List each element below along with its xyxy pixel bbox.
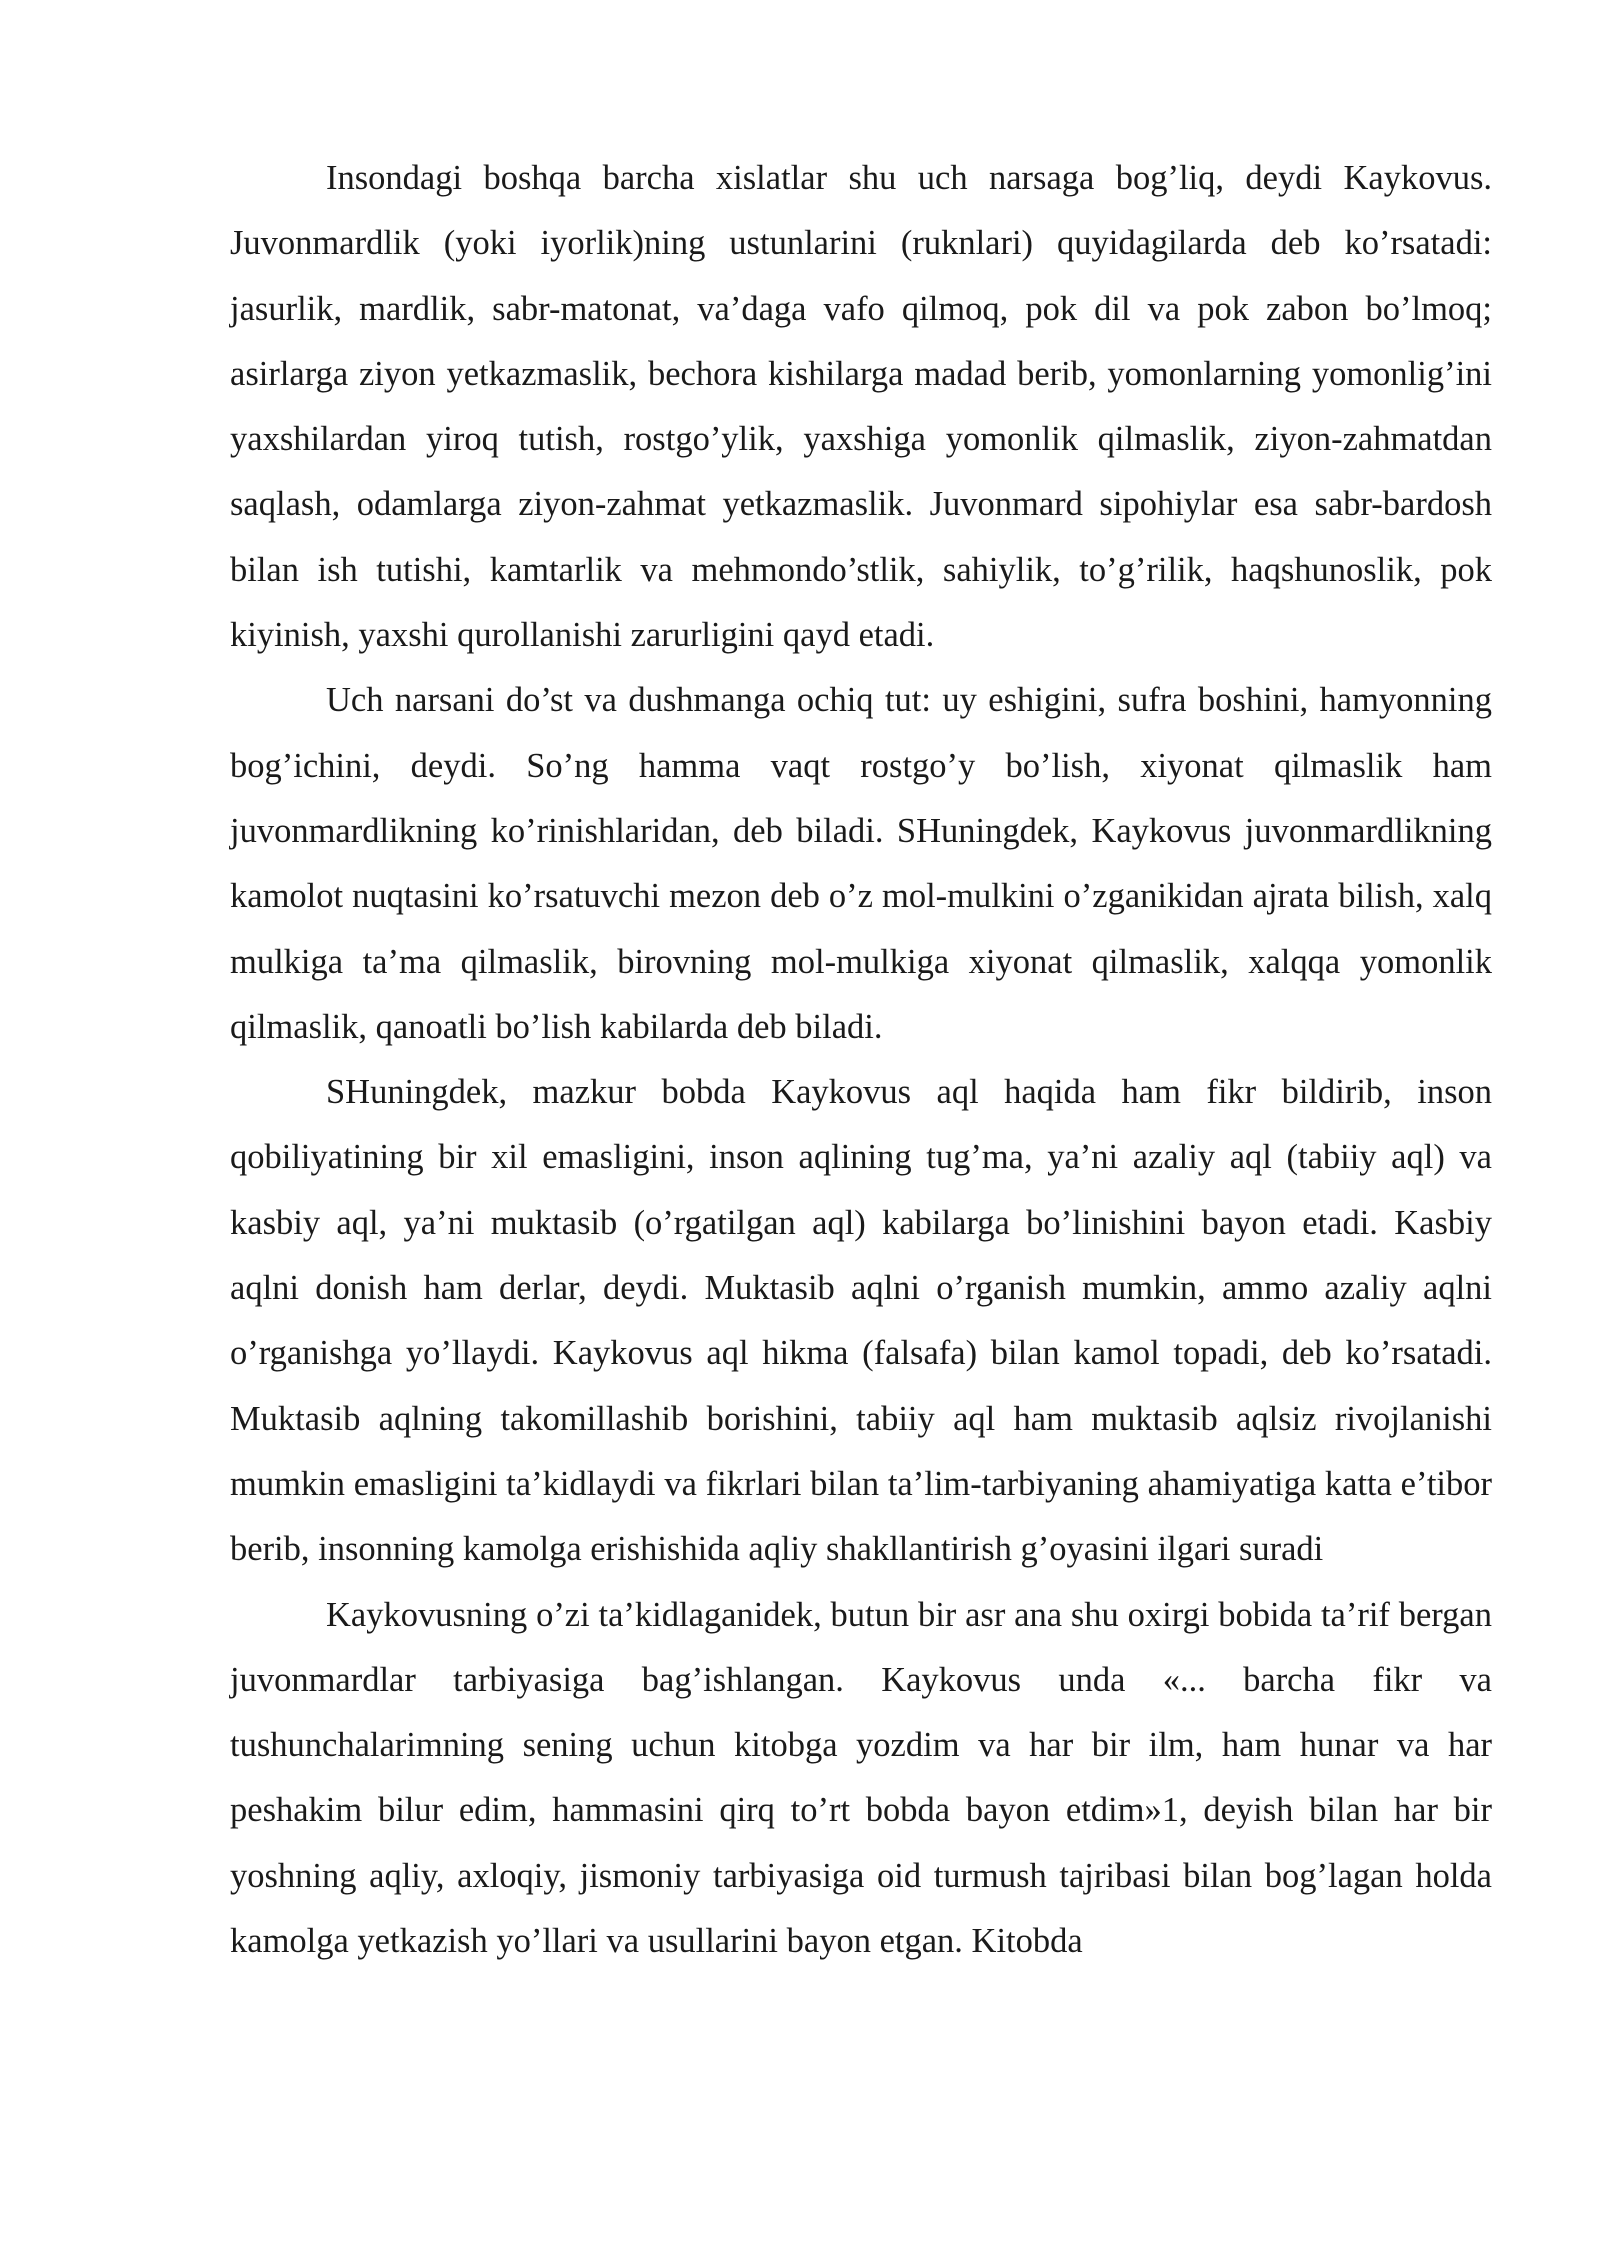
paragraph-3: SHuningdek, mazkur bobda Kaykovus aql haqida ham fikr bildirib, inson qobiliyatining bir xil emasligini, inson aqlining tug’ma, ya’ni azaliy aql (tabiiy aql) va kasbiy aql, ya’ni muktasib (o’rgatilgan aql) kabilarga bo’linishini bayon etadi. Kasbiy aqlni donish ham derlar, deydi. Muktasib aqlni o’rganish mumkin, ammo azaliy aqlni o’rganishga yo’llaydi. Kaykovus aql hikma (falsafa) bilan kamol topadi, deb ko’rsatadi. Muktasib aqlning takomillashib borishini, tabiiy aql ham muktasib aqlsiz rivojlanishi mumkin emasligini ta’kidlaydi va fikrlari bilan ta’lim-tarbiyaning ahamiyatiga katta e’tibor berib, insonning kamolga erishishida aqliy shakllantirish g’oyasini ilgari suradi [230,1073,1492,1569]
document-body [230,146,1492,1974]
paragraph-1: Insondagi boshqa barcha xislatlar shu uch narsaga bog’liq, deydi Kaykovus. Juvonmardlik (yoki iyorlik)ning ustunlarini (ruknlari) quyidagilarda deb ko’rsatadi: jasurlik, mardlik, sabr-matonat, va’daga vafo qilmoq, pok dil va pok zabon bo’lmoq; asirlarga ziyon yetkazmaslik, bechora kishilarga madad berib, yomonlarning yomonlig’ini yaxshilardan yiroq tutish, rostgo’ylik, yaxshiga yomonlik qilmaslik, ziyon-zahmatdan saqlash, odamlarga ziyon-zahmat yetkazmaslik. Juvonmard sipohiylar esa sabr-bardosh bilan ish tutishi, kamtarlik va mehmondo’stlik, sahiylik, to’g’rilik, haqshunoslik, pok kiyinish, yaxshi qurollanishi zarurligini qayd etadi. [230,159,1492,655]
paragraph-4: Kaykovusning o’zi ta’kidlaganidek, butun bir asr ana shu oxirgi bobida ta’rif bergan juvonmardlar tarbiyasiga bag’ishlangan. Kaykovus unda «... barcha fikr va tushunchalarimning sening uchun kitobga yozdim va har bir ilm, ham hunar va har peshakim bilur edim, hammasini qirq to’rt bobda bayon etdim»1, deyish bilan har bir yoshning aqliy, axloqiy, jismoniy tarbiyasiga oid turmush tajribasi bilan bog’lagan holda kamolga yetkazish yo’llari va usullarini bayon etgan. Kitobda [230,1595,1492,1961]
paragraph-2: Uch narsani do’st va dushmanga ochiq tut: uy eshigini, sufra boshini, hamyonning bog’ichini, deydi. So’ng hamma vaqt rostgo’y bo’lish, xiyonat qilmaslik ham juvonmardlikning ko’rinishlaridan, deb biladi. SHuningdek, Kaykovus juvonmardlikning kamolot nuqtasini ko’rsatuvchi mezon deb o’z mol-mulkini o’zganikidan ajrata bilish, xalq mulkiga ta’ma qilmaslik, birovning mol-mulkiga xiyonat qilmaslik, xalqqa yomonlik qilmaslik, qanoatli bo’lish kabilarda deb biladi. [230,681,1492,1046]
